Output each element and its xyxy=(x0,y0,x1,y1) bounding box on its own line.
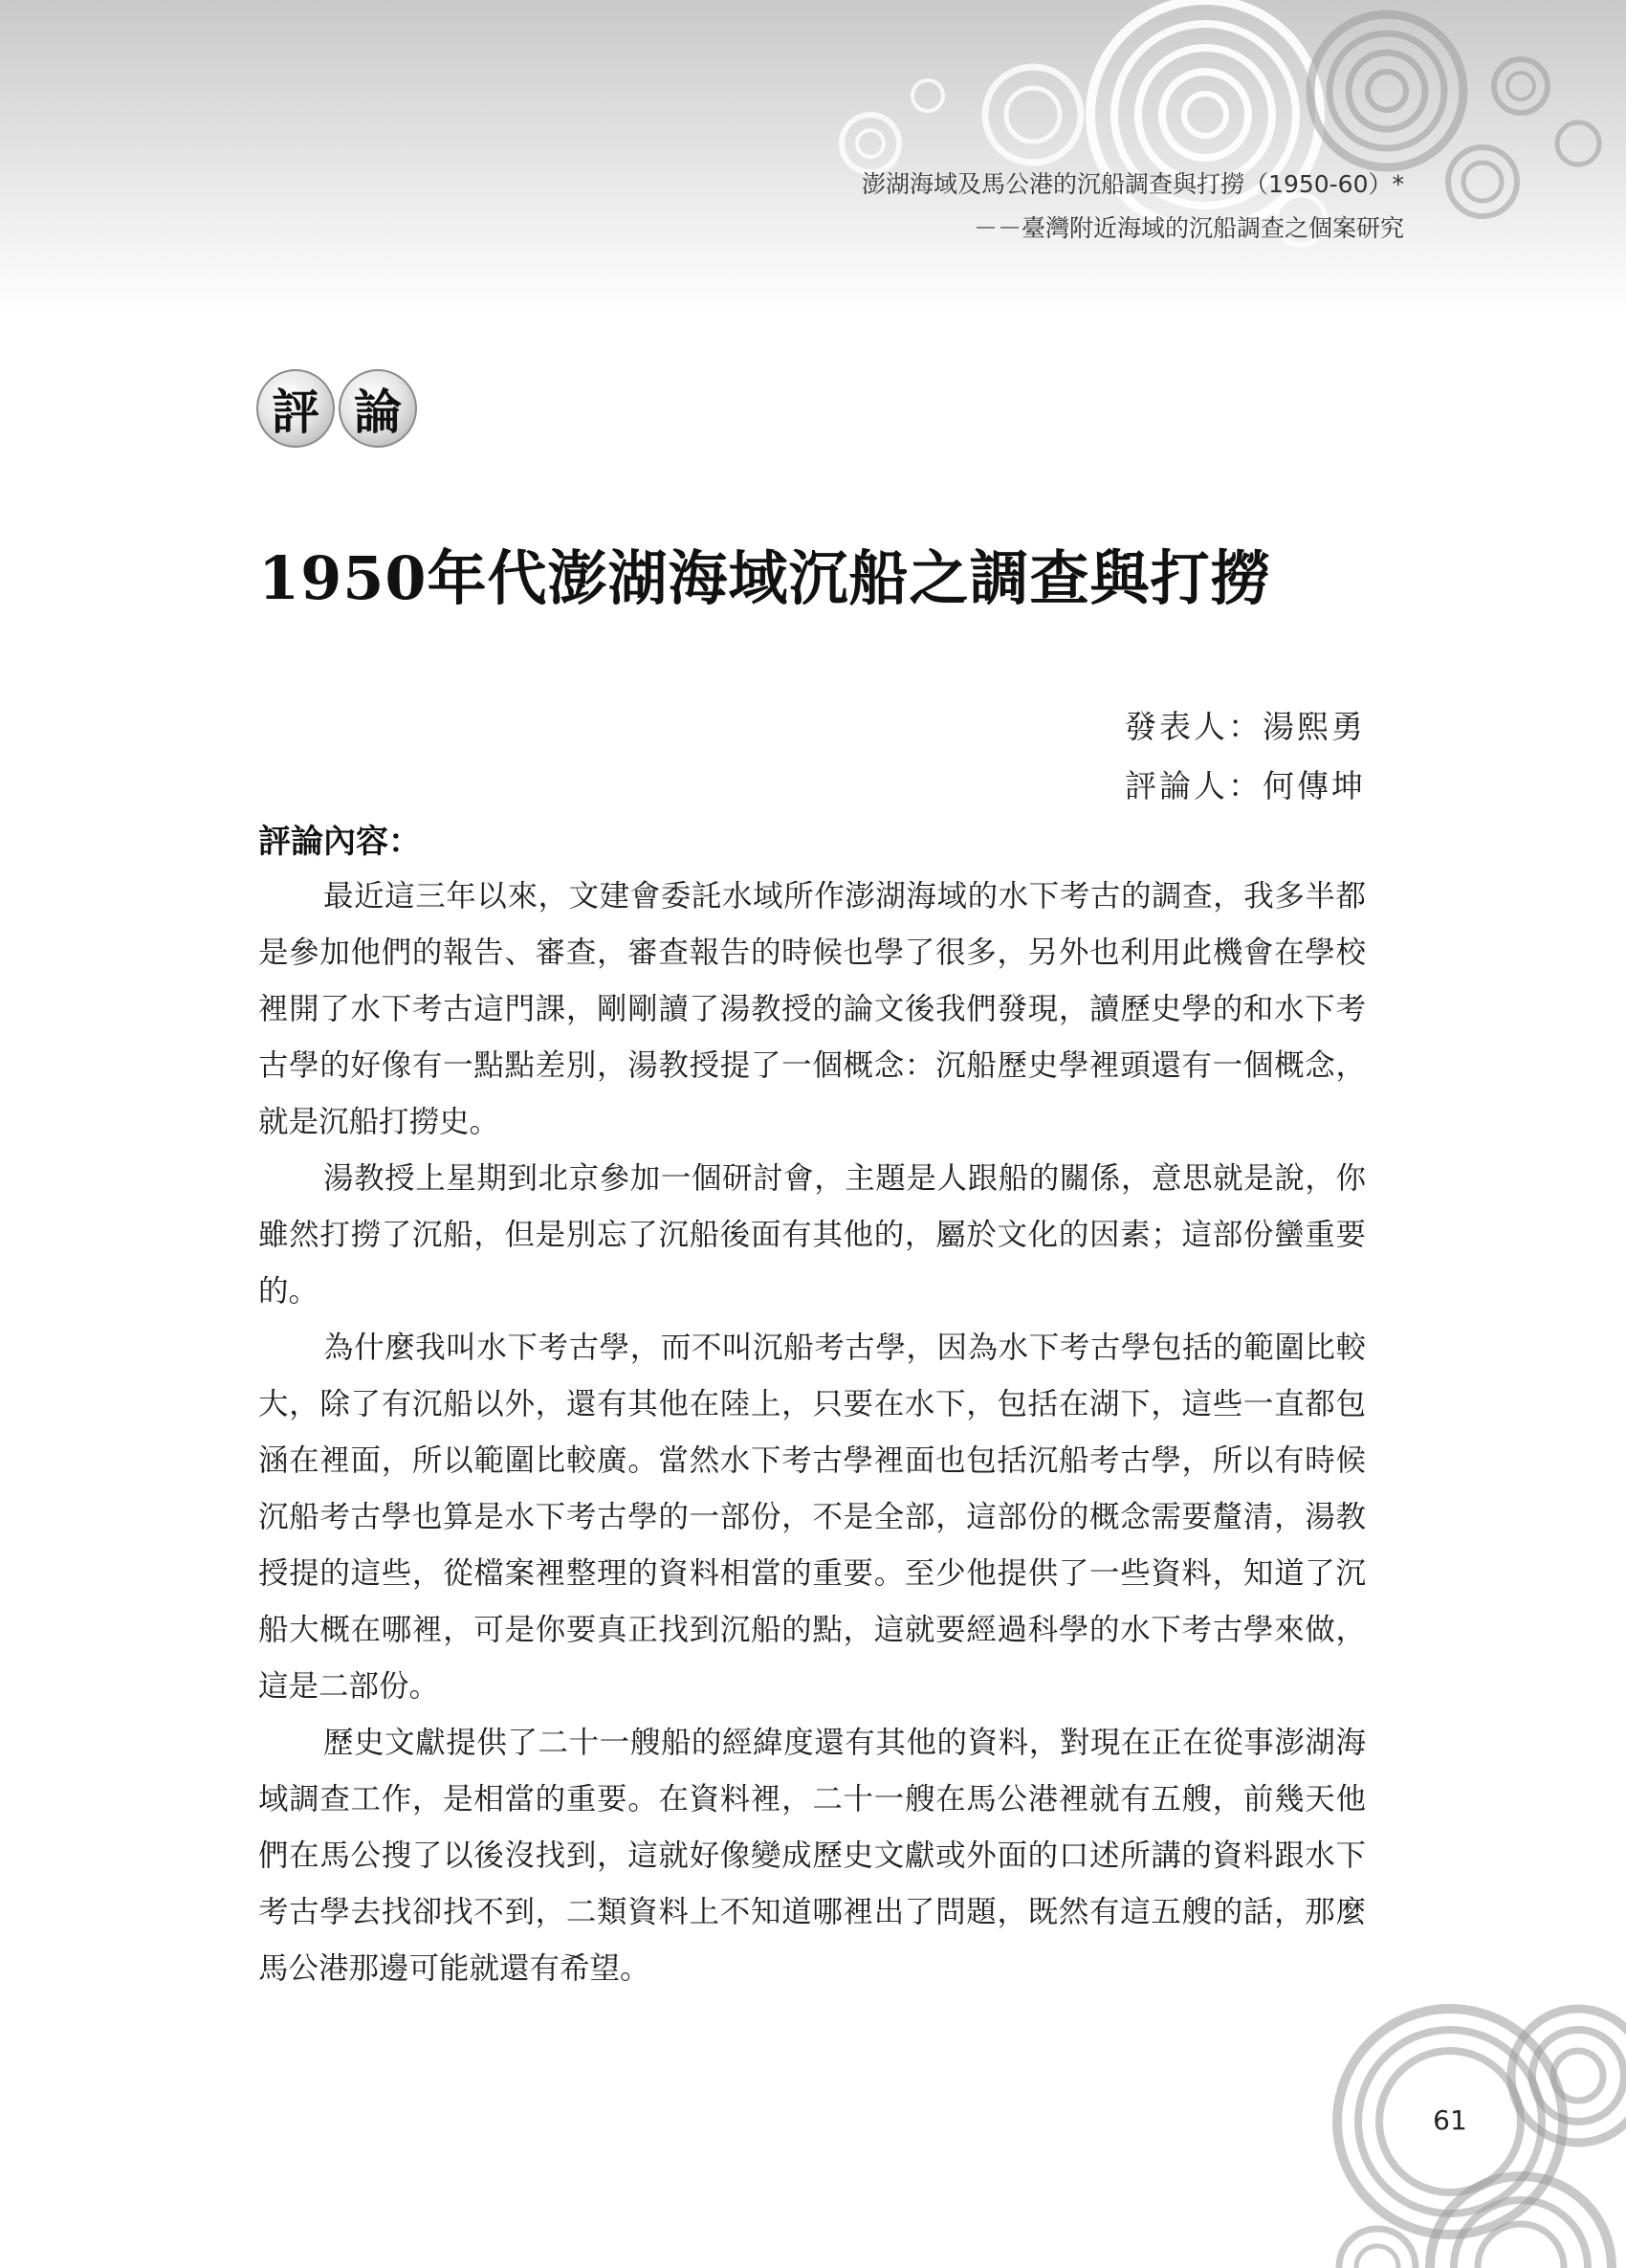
badge-char-2: 論 xyxy=(339,369,417,448)
commenter-line: 評論人：何傳坤 xyxy=(1125,767,1366,804)
paragraph: 湯教授上星期到北京參加一個研討會，主題是人跟船的關係，意思就是說，你雖然打撈了沉船，但是別忘了沉船後面有其他的，屬於文化的因素；這部份蠻重要的。 xyxy=(258,1161,1366,1309)
paragraph: 為什麼我叫水下考古學，而不叫沉船考古學，因為水下考古學包括的範圍比較大，除了有沉船以外，還有其他在陸上，只要在水下，包括在湖下，這些一直都包涵在裡面，所以範圍比較廣。當然水下考古學裡面也包括沉船考古學，所以有時候沉船考古學也算是水下考古學的一部份，不是全部，這部份的概念需要釐清，湯教授提的這些，從檔案裡整理的資料相當的重要。至少他提供了一些資料，知道了沉船大概在哪裡，可是你要真正找到沉船的點，這就要經過科學的水下考古學來做，這是二部份。 xyxy=(258,1331,1366,1704)
paragraph: 最近這三年以來，文建會委託水域所作澎湖海域的水下考古的調查，我多半都是參加他們的報告、審查，審查報告的時候也學了很多，另外也利用此機會在學校裡開了水下考古這門課，剛剛讀了湯教授的論文後我們發現，讀歷史學的和水下考古學的好像有一點點差別，湯教授提了一個概念：沉船歷史學裡頭還有一個概念，就是沉船打撈史。 xyxy=(258,879,1366,1139)
paragraph: 歷史文獻提供了二十一艘船的經緯度還有其他的資料，對現在正在從事澎湖海域調查工作，是相當的重要。在資料裡，二十一艘在馬公港裡就有五艘，前幾天他們在馬公搜了以後沒找到，這就好像變成歷史文獻或外面的口述所講的資料跟水下考古學去找卻找不到，二類資料上不知道哪裡出了問題，既然有這五艘的話，那麼馬公港那邊可能就還有希望。 xyxy=(258,1726,1366,1986)
running-header xyxy=(862,163,1404,251)
article-title: 1950年代澎湖海域沉船之調查與打撈 xyxy=(258,543,1271,613)
presenter-line: 發表人：湯熙勇 xyxy=(1125,708,1366,745)
badge-char-1: 評 xyxy=(256,369,335,448)
section-badge xyxy=(256,369,417,448)
section-heading: 評論內容： xyxy=(258,823,421,861)
page-number: 61 xyxy=(1433,2104,1467,2136)
running-title-line-2: －－臺灣附近海域的沉船調查之個案研究 xyxy=(973,214,1404,242)
running-title-line-1: 澎湖海域及馬公港的沉船調查與打撈（1950-60）* xyxy=(862,170,1404,198)
body-text xyxy=(258,869,1366,1997)
